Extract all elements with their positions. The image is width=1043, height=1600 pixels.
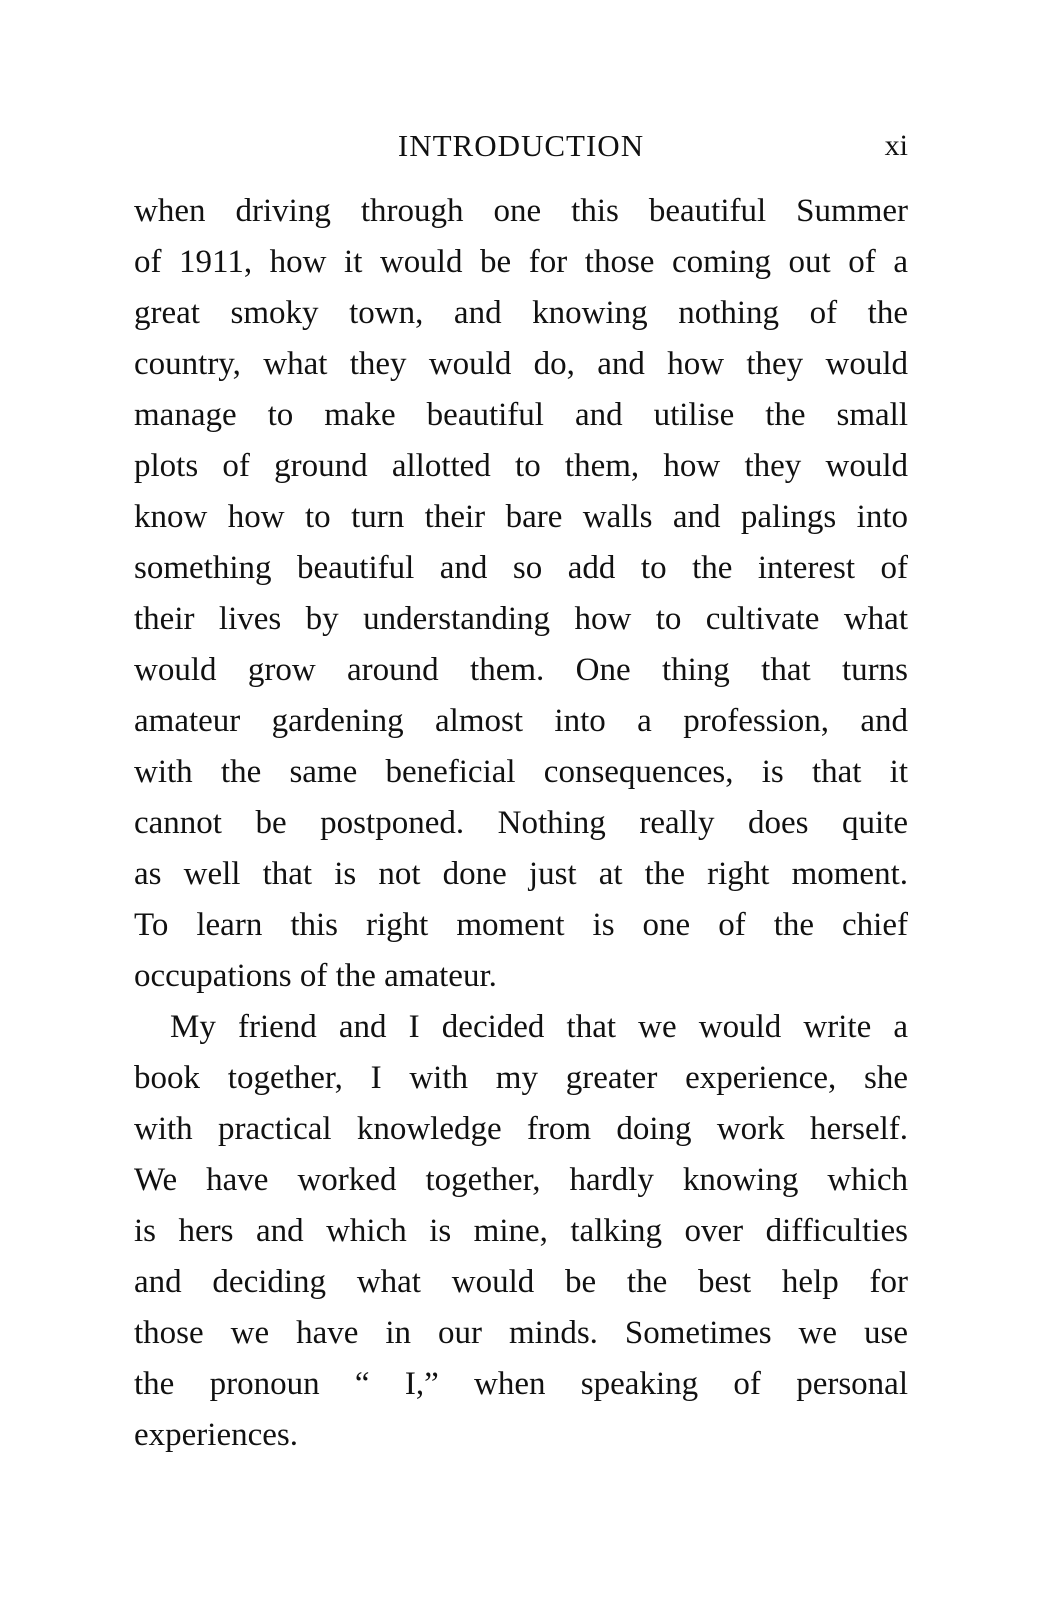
text-line: know how to turn their bare walls and palings into <box>134 499 908 535</box>
text-line: manage to make beautiful and utilise the small <box>134 397 908 433</box>
text-line: with the same beneficial consequences, is that it <box>134 754 908 790</box>
page-number: xi <box>884 129 908 162</box>
text-line: experiences. <box>134 1417 298 1453</box>
text-line: My friend and I decided that we would write a <box>170 1009 908 1045</box>
text-line: is hers and which is mine, talking over difficulties <box>134 1213 908 1249</box>
text-line: as well that is not done just at the right moment. <box>134 856 908 892</box>
text-line: occupations of the amateur. <box>134 958 497 994</box>
text-line: something beautiful and so add to the interest of <box>134 550 908 586</box>
text-line: the pronoun “ I,” when speaking of personal <box>134 1366 908 1402</box>
running-title: INTRODUCTION <box>397 128 645 163</box>
text-line: of 1911, how it would be for those coming out of a <box>134 244 908 280</box>
text-line: book together, I with my greater experience, she <box>134 1060 908 1096</box>
text-line: amateur gardening almost into a profession, and <box>134 703 908 739</box>
text-line: To learn this right moment is one of the chief <box>134 907 908 943</box>
text-line: those we have in our minds. Sometimes we use <box>134 1315 908 1351</box>
running-head <box>134 124 908 168</box>
text-line: and deciding what would be the best help for <box>134 1264 908 1300</box>
text-line: country, what they would do, and how they would <box>134 346 908 382</box>
text-line: great smoky town, and knowing nothing of the <box>134 295 908 331</box>
body-text <box>134 186 908 1461</box>
text-line: plots of ground allotted to them, how they would <box>134 448 908 484</box>
text-line: when driving through one this beautiful Summer <box>134 193 908 229</box>
paragraph-1 <box>134 186 908 1002</box>
text-line: We have worked together, hardly knowing which <box>134 1162 908 1198</box>
text-line: would grow around them. One thing that turns <box>134 652 908 688</box>
paragraph-2 <box>134 1002 908 1461</box>
text-line: their lives by understanding how to cultivate what <box>134 601 908 637</box>
text-line: cannot be postponed. Nothing really does quite <box>134 805 908 841</box>
text-line: with practical knowledge from doing work herself. <box>134 1111 908 1147</box>
